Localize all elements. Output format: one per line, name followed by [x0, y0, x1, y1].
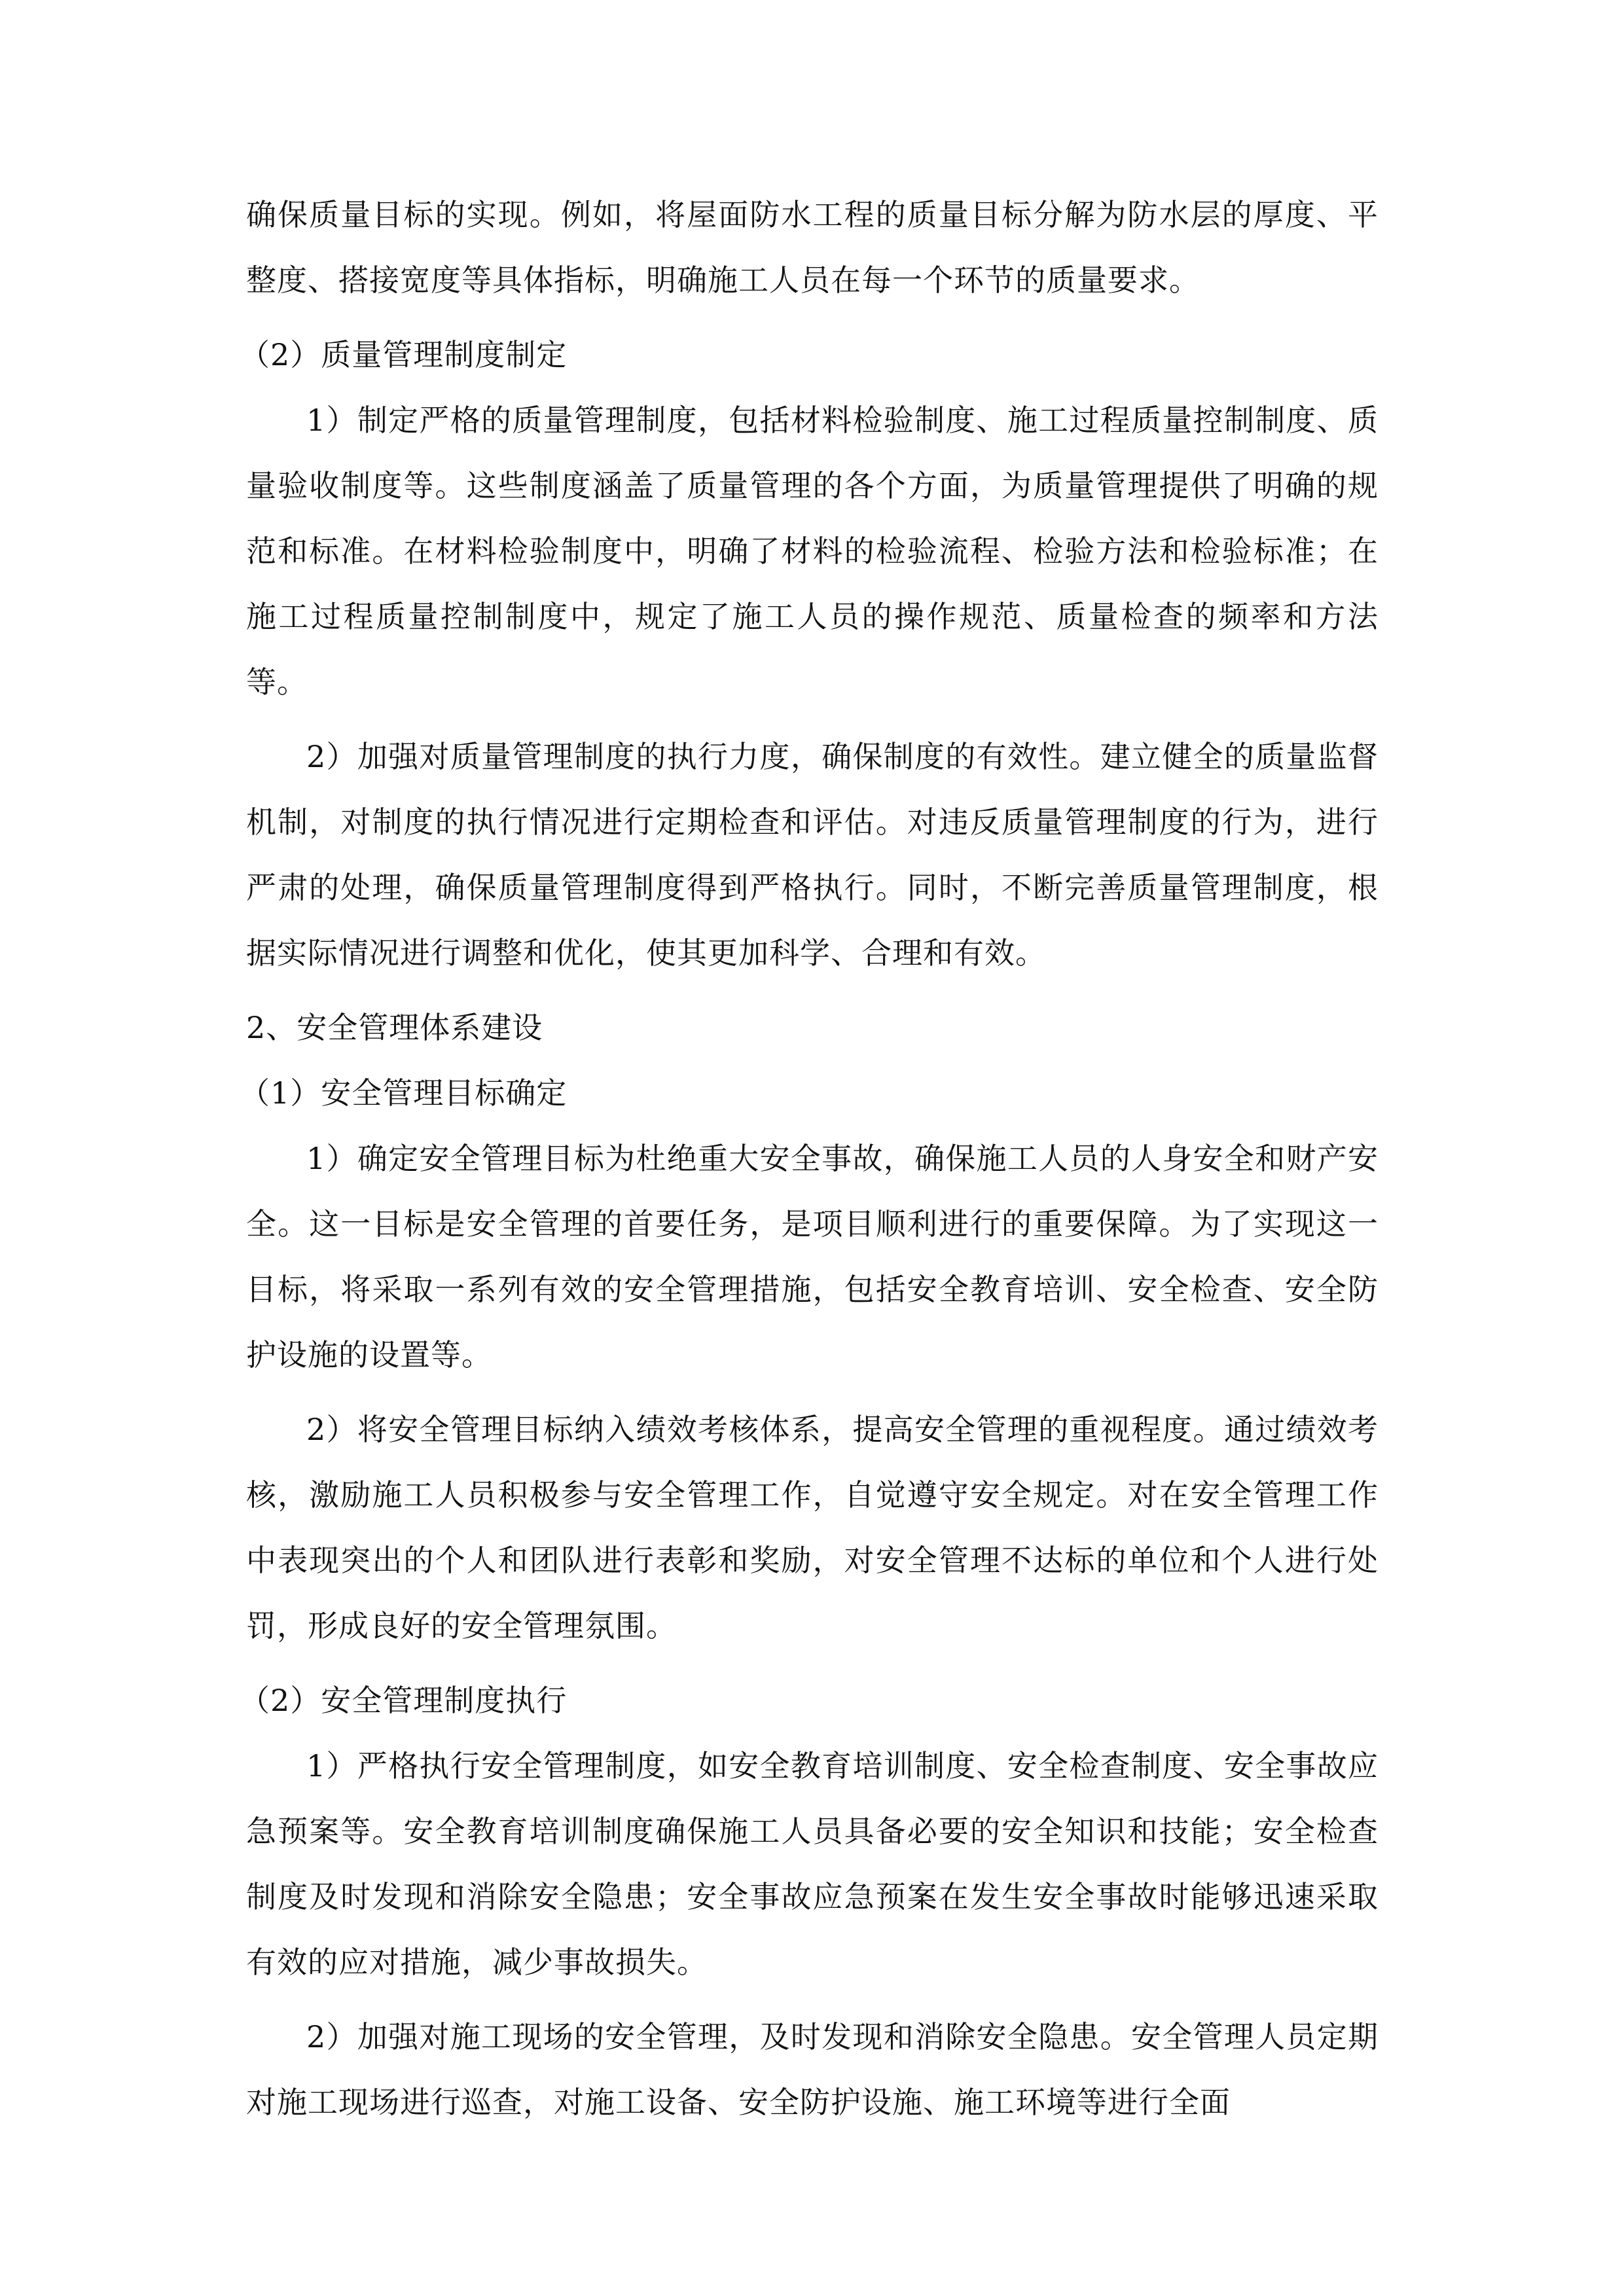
paragraph-quality-system-1: 1）制定严格的质量管理制度，包括材料检验制度、施工过程质量控制制度、质量验收制度等。这些制度涵盖了质量管理的各个方面，为质量管理提供了明确的规范和标准。在材料检验制度中，明确了材料的检验流程、检验方法和检验标准；在施工过程质量控制制度中，规定了施工人员的操作规范、质量检查的频率和方法等。: [246, 403, 1379, 700]
paragraph-continuation: 确保质量目标的实现。例如，将屋面防水工程的质量目标分解为防水层的厚度、平整度、搭接宽度等具体指标，明确施工人员在每一个环节的质量要求。: [246, 197, 1379, 298]
subheading-quality-system: （2）质量管理制度制定: [240, 337, 568, 372]
subheading-safety-system: （2）安全管理制度执行: [240, 1683, 568, 1718]
section-heading-safety: 2、安全管理体系建设: [246, 1010, 543, 1045]
subheading-safety-goal: （1）安全管理目标确定: [240, 1075, 568, 1111]
document-body: [240, 182, 1379, 2144]
paragraph-safety-goal-2: 2）将安全管理目标纳入绩效考核体系，提高安全管理的重视程度。通过绩效考核，激励施工人员积极参与安全管理工作，自觉遵守安全规定。对在安全管理工作中表现突出的个人和团队进行表彰和奖励，对安全管理不达标的单位和个人进行处罚，形成良好的安全管理氛围。: [246, 1412, 1379, 1643]
paragraph-safety-goal-1: 1）确定安全管理目标为杜绝重大安全事故，确保施工人员的人身安全和财产安全。这一目标是安全管理的首要任务，是项目顺利进行的重要保障。为了实现这一目标，将采取一系列有效的安全管理措施，包括安全教育培训、安全检查、安全防护设施的设置等。: [246, 1141, 1379, 1372]
paragraph-quality-system-2: 2）加强对质量管理制度的执行力度，确保制度的有效性。建立健全的质量监督机制，对制度的执行情况进行定期检查和评估。对违反质量管理制度的行为，进行严肃的处理，确保质量管理制度得到严格执行。同时，不断完善质量管理制度，根据实际情况进行调整和优化，使其更加科学、合理和有效。: [246, 739, 1379, 971]
paragraph-safety-system-1: 1）严格执行安全管理制度，如安全教育培训制度、安全检查制度、安全事故应急预案等。安全教育培训制度确保施工人员具备必要的安全知识和技能；安全检查制度及时发现和消除安全隐患；安全事故应急预案在发生安全事故时能够迅速采取有效的应对措施，减少事故损失。: [246, 1748, 1379, 1980]
paragraph-safety-system-2: 2）加强对施工现场的安全管理，及时发现和消除安全隐患。安全管理人员定期对施工现场进行巡查，对施工设备、安全防护设施、施工环境等进行全面: [246, 2019, 1379, 2120]
